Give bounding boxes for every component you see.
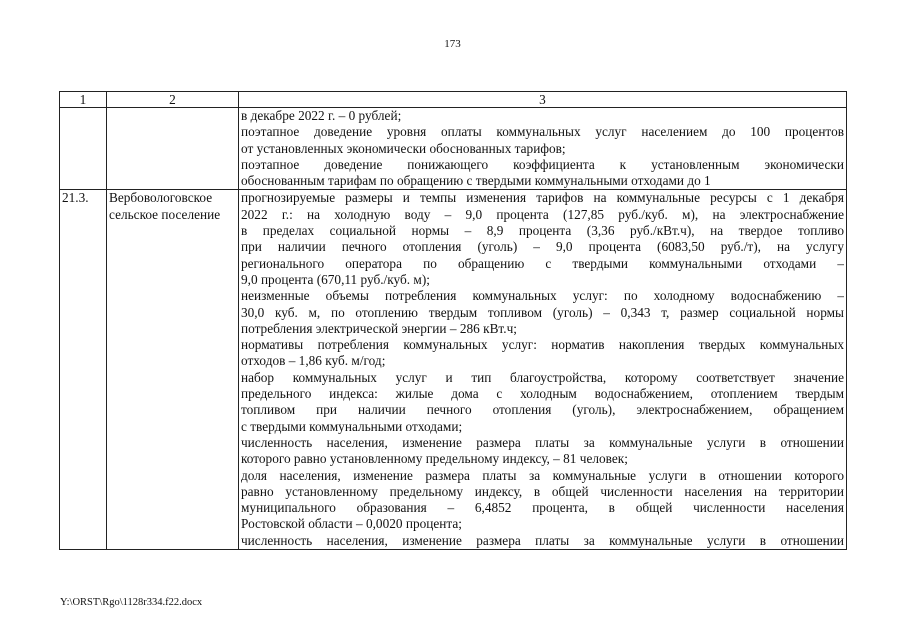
settlement-name: [107, 190, 239, 550]
text-line: доля населения, изменение размера платы за коммунальные услуги в отношении которого: [241, 467, 844, 483]
text-line: регионального оператора по обращению с твердыми коммунальными отходами –: [241, 255, 844, 271]
text-line: муниципального образования – 6,4852 процента, в общей численности населения: [241, 500, 844, 516]
text-line: численность населения, изменение размера платы за коммунальные услуги в отношении: [241, 434, 844, 450]
text-line: предельного индекса: жилые дома с холодным водоснабжением, отоплением твердым: [241, 386, 844, 402]
table-header-row: [60, 92, 847, 108]
text-line: отходов – 1,86 куб. м/год;: [241, 353, 386, 369]
text-line: с твердыми коммунальными отходами;: [241, 418, 463, 434]
table-row-21-3: [60, 190, 847, 550]
text-line: поэтапное доведение понижающего коэффициента к установленным экономически: [241, 156, 844, 172]
settlement-name-line-2: сельское поселение: [109, 206, 221, 222]
text-line: потребления электрической энергии – 286 кВт.ч;: [241, 320, 517, 336]
header-col-2: 2: [107, 92, 239, 108]
header-col-1: 1: [60, 92, 107, 108]
text-line: обоснованным тарифам по обращению с твердыми коммунальными отходами до 1: [241, 173, 711, 189]
page-number: 173: [444, 38, 461, 50]
text-line: в пределах социальной нормы – 8,9 процента (3,36 руб./кВт.ч), на твердое топливо: [241, 223, 844, 239]
cell-name-empty: [107, 108, 239, 190]
tariff-table: [59, 91, 847, 550]
text-line: от установленных экономически обоснованных тарифов;: [241, 140, 566, 156]
text-line: 30,0 куб. м, по отоплению твердым топливом (уголь) – 0,343 т, размер социальной нормы: [241, 304, 844, 320]
text-line: поэтапное доведение уровня оплаты коммунальных услуг населением до 100 процентов: [241, 124, 844, 140]
header-col-3: 3: [239, 92, 847, 108]
text-line: неизменные объемы потребления коммунальных услуг: по холодному водоснабжению –: [241, 288, 844, 304]
text-line: в декабре 2022 г. – 0 рублей;: [241, 108, 402, 123]
cell-continuation-text: [239, 108, 847, 190]
text-line: 9,0 процента (670,11 руб./куб. м);: [241, 271, 430, 287]
settlement-name-line-1: Вербовологовское: [109, 190, 213, 206]
text-line: при наличии печного отопления (уголь) – 9,0 процента (6083,50 руб./т), на услугу: [241, 239, 844, 255]
text-line: прогнозируемые размеры и темпы изменения тарифов на коммунальные ресурсы с 1 декабря: [241, 190, 844, 206]
cell-number-empty: [60, 108, 107, 190]
text-line: Ростовской области – 0,0020 процента;: [241, 516, 462, 532]
text-line: нормативы потребления коммунальных услуг: норматив накопления твердых коммунальных: [241, 337, 844, 353]
text-line: равно установленному предельному индексу, в общей численности населения на территории: [241, 483, 844, 499]
table-row-continuation: [60, 108, 847, 190]
text-line: набор коммунальных услуг и тип благоустройства, которому соответствует значение: [241, 369, 844, 385]
cell-indicators-text: [239, 190, 847, 550]
text-line: топливом при наличии печного отопления (уголь), электроснабжением, обращением: [241, 402, 844, 418]
row-number: 21.3.: [60, 190, 107, 550]
text-line: которого равно установленному предельному индексу, – 81 человек;: [241, 451, 628, 467]
text-line: численность населения, изменение размера платы за коммунальные услуги в отношении: [241, 532, 844, 548]
text-line: 2022 г.: на холодную воду – 9,0 процента (127,85 руб./куб. м), на электроснабжение: [241, 206, 844, 222]
footer-file-path: Y:\ORST\Rgo\1128r334.f22.docx: [60, 597, 203, 608]
